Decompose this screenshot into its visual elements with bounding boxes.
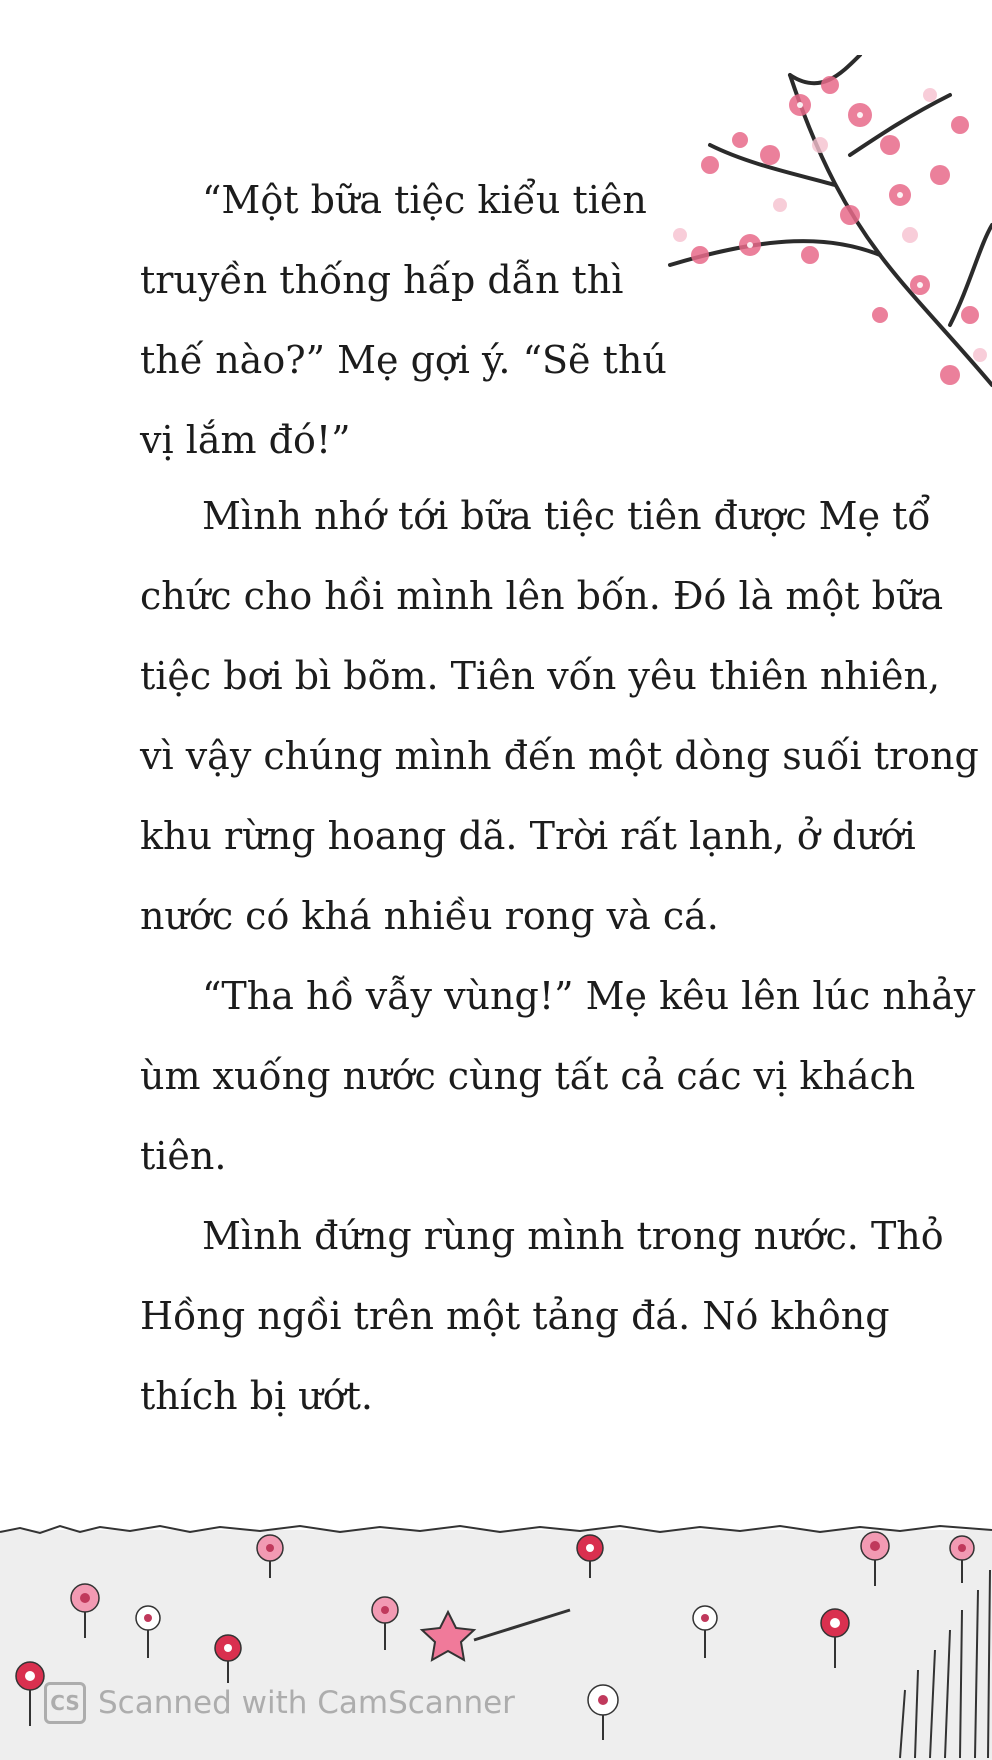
story-line: tiên. (140, 1134, 227, 1178)
story-line: vì vậy chúng mình đến một dòng suối trong (140, 734, 979, 778)
story-line: Hồng ngồi trên một tảng đá. Nó không (140, 1294, 890, 1338)
story-line: thế nào?” Mẹ gợi ý. “Sẽ thú (140, 338, 667, 382)
scanner-watermark (44, 1680, 515, 1726)
story-line: Mình đứng rùng mình trong nước. Thỏ (202, 1214, 944, 1258)
story-line: thích bị ướt. (140, 1374, 373, 1418)
story-text (140, 160, 979, 1436)
story-line: ùm xuống nước cùng tất cả các vị khách (140, 1054, 916, 1098)
story-line: truyền thống hấp dẫn thì (140, 258, 624, 302)
story-paragraph-1 (140, 160, 667, 480)
story-paragraph-3 (140, 956, 976, 1196)
story-line: vị lắm đó!” (140, 418, 351, 462)
story-line: “Tha hồ vẫy vùng!” Mẹ kêu lên lúc nhảy (202, 974, 976, 1018)
story-line: Mình nhớ tới bữa tiệc tiên được Mẹ tổ (202, 494, 931, 538)
story-paragraph-4 (140, 1196, 950, 1436)
camscanner-icon: CS (44, 1682, 86, 1724)
story-line: nước có khá nhiều rong và cá. (140, 894, 719, 938)
story-line: tiệc bơi bì bõm. Tiên vốn yêu thiên nhiên, (140, 654, 941, 698)
story-line: khu rừng hoang dã. Trời rất lạnh, ở dưới (140, 814, 916, 858)
story-paragraph-2 (140, 476, 979, 956)
watermark-text: Scanned with CamScanner (98, 1685, 515, 1721)
story-line: chức cho hồi mình lên bốn. Đó là một bữa (140, 574, 944, 618)
story-line: “Một bữa tiệc kiểu tiên (202, 178, 647, 222)
